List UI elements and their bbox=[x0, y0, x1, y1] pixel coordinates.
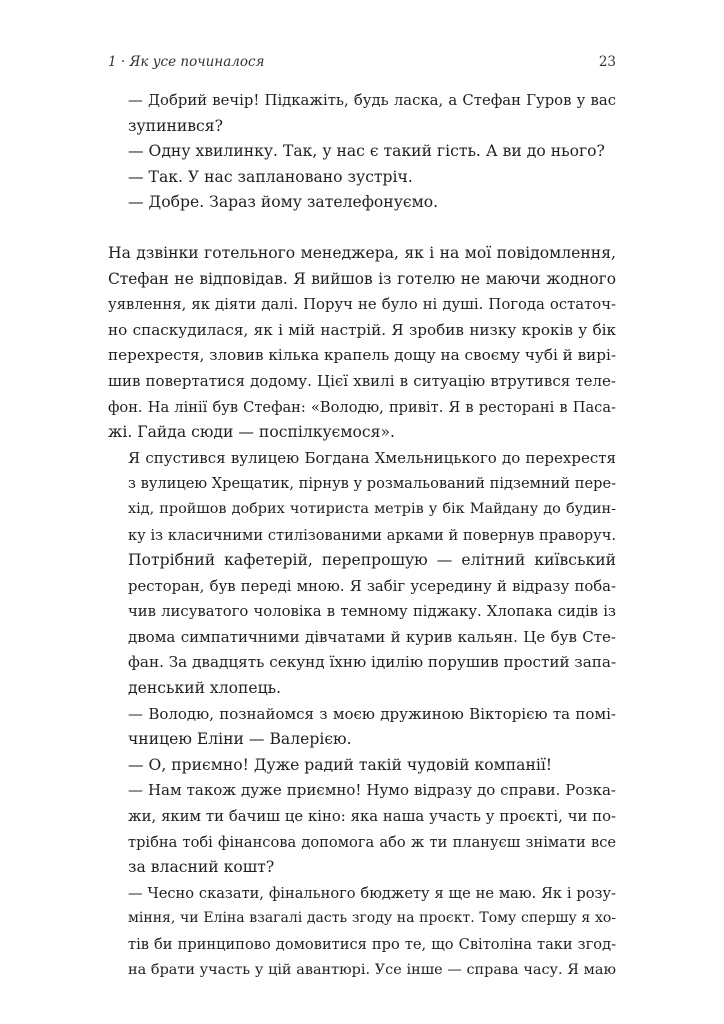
text-line: — Одну хвилинку. Так, у нас є такий гість. А ви до нього? bbox=[128, 142, 605, 161]
text-line: тів би принципово домовитися про те, що Світоліна таки згод- bbox=[128, 936, 616, 953]
text-line: Потрібний кафетерій, перепрошую — елітний київський bbox=[128, 551, 616, 570]
text-line: шив повертатися додому. Цієї хвилі в ситуацію втрутився теле- bbox=[108, 371, 616, 390]
text-line: — Чесно сказати, фінального бюджету я ще не маю. Як і розу- bbox=[128, 884, 616, 902]
paragraph bbox=[108, 241, 616, 446]
text-line: но спаскудилася, як і мій настрій. Я зробив низку кроків у бік bbox=[108, 320, 616, 339]
text-line: перехрестя, зловив кілька крапель дощу на своєму чубі й вирі- bbox=[108, 346, 616, 365]
section-break bbox=[108, 216, 616, 241]
text-line: — О, приємно! Дуже радий такій чудовій компанії! bbox=[128, 755, 553, 774]
text-line: хід, пройшов добрих чотириста метрів у бік Майдану до будин- bbox=[128, 500, 616, 517]
text-line: ресторан, був переді мною. Я забіг усередину й відразу поба- bbox=[128, 577, 616, 595]
text-line: на брати участь у цій авантюрі. Усе інше — справа часу. Я маю bbox=[128, 961, 616, 978]
dialog-line bbox=[108, 88, 616, 139]
dialog-line bbox=[108, 753, 616, 779]
text-line: — Добре. Зараз йому зателефонуємо. bbox=[128, 193, 439, 212]
text-line: фон. На лінії був Стефан: «Володю, привіт. Я в ресторані в Паса- bbox=[108, 398, 616, 416]
body-text bbox=[108, 88, 616, 983]
text-line: двома симпатичними дівчатами й курив кальян. Це був Сте- bbox=[128, 627, 616, 646]
text-line: — Нам також дуже приємно! Нумо відразу до справи. Розка- bbox=[128, 781, 616, 800]
text-line: жи, яким ти бачиш це кіно: яка наша участь у проєкті, чи по- bbox=[128, 808, 616, 826]
text-line: фан. За двадцять секунд їхню ідилію порушив простий запа- bbox=[128, 653, 617, 672]
dialog-line bbox=[108, 190, 616, 216]
text-line: денський хлопець. bbox=[128, 679, 282, 698]
dialog-line bbox=[108, 165, 616, 191]
text-line: — Так. У нас заплановано зустріч. bbox=[128, 167, 413, 186]
text-line: На дзвінки готельного менеджера, як і на мої повідомлення, bbox=[108, 243, 616, 262]
text-line: — Володю, познайомся з моєю дружиною Вікторією та помі- bbox=[128, 704, 616, 723]
dialog-line bbox=[108, 139, 616, 165]
text-line: Стефан не відповідав. Я вийшов із готелю не маючи жодного bbox=[108, 269, 616, 288]
text-line: чницею Еліни — Валерією. bbox=[128, 730, 352, 749]
text-line: з вулицею Хрещатик, пірнув у розмальований підземний пере- bbox=[128, 475, 617, 493]
text-line: Я спустився вулицею Богдана Хмельницького до перехрестя bbox=[128, 448, 616, 467]
text-line: жі. Гайда сюди — поспілкуємося». bbox=[108, 423, 395, 442]
text-line: ку із класичними стилізованими арками й повернув праворуч. bbox=[128, 526, 616, 544]
text-line: уявлення, як діяти далі. Поруч не було ні душі. Погода остаточ- bbox=[108, 296, 616, 314]
text-line: за власний кошт? bbox=[128, 858, 275, 877]
dialog-line bbox=[108, 881, 616, 983]
page-number: 23 bbox=[598, 54, 616, 70]
running-header bbox=[108, 54, 616, 74]
text-line: трібна тобі фінансова допомога або ж ти плануєш знімати все bbox=[128, 833, 616, 851]
text-line: чив лисуватого чоловіка в темному піджаку. Хлопака сидів із bbox=[128, 603, 616, 621]
dialog-line bbox=[108, 778, 616, 880]
text-line: зупинився? bbox=[128, 116, 223, 135]
text-line: міння, чи Еліна взагалі дасть згоду на проєкт. Тому спершу я хо- bbox=[128, 910, 616, 927]
chapter-title: 1 · Як усе починалося bbox=[108, 54, 265, 70]
paragraph bbox=[108, 446, 616, 702]
text-line: — Добрий вечір! Підкажіть, будь ласка, а Стефан Гуров у вас bbox=[128, 92, 616, 109]
dialog-line bbox=[108, 702, 616, 753]
